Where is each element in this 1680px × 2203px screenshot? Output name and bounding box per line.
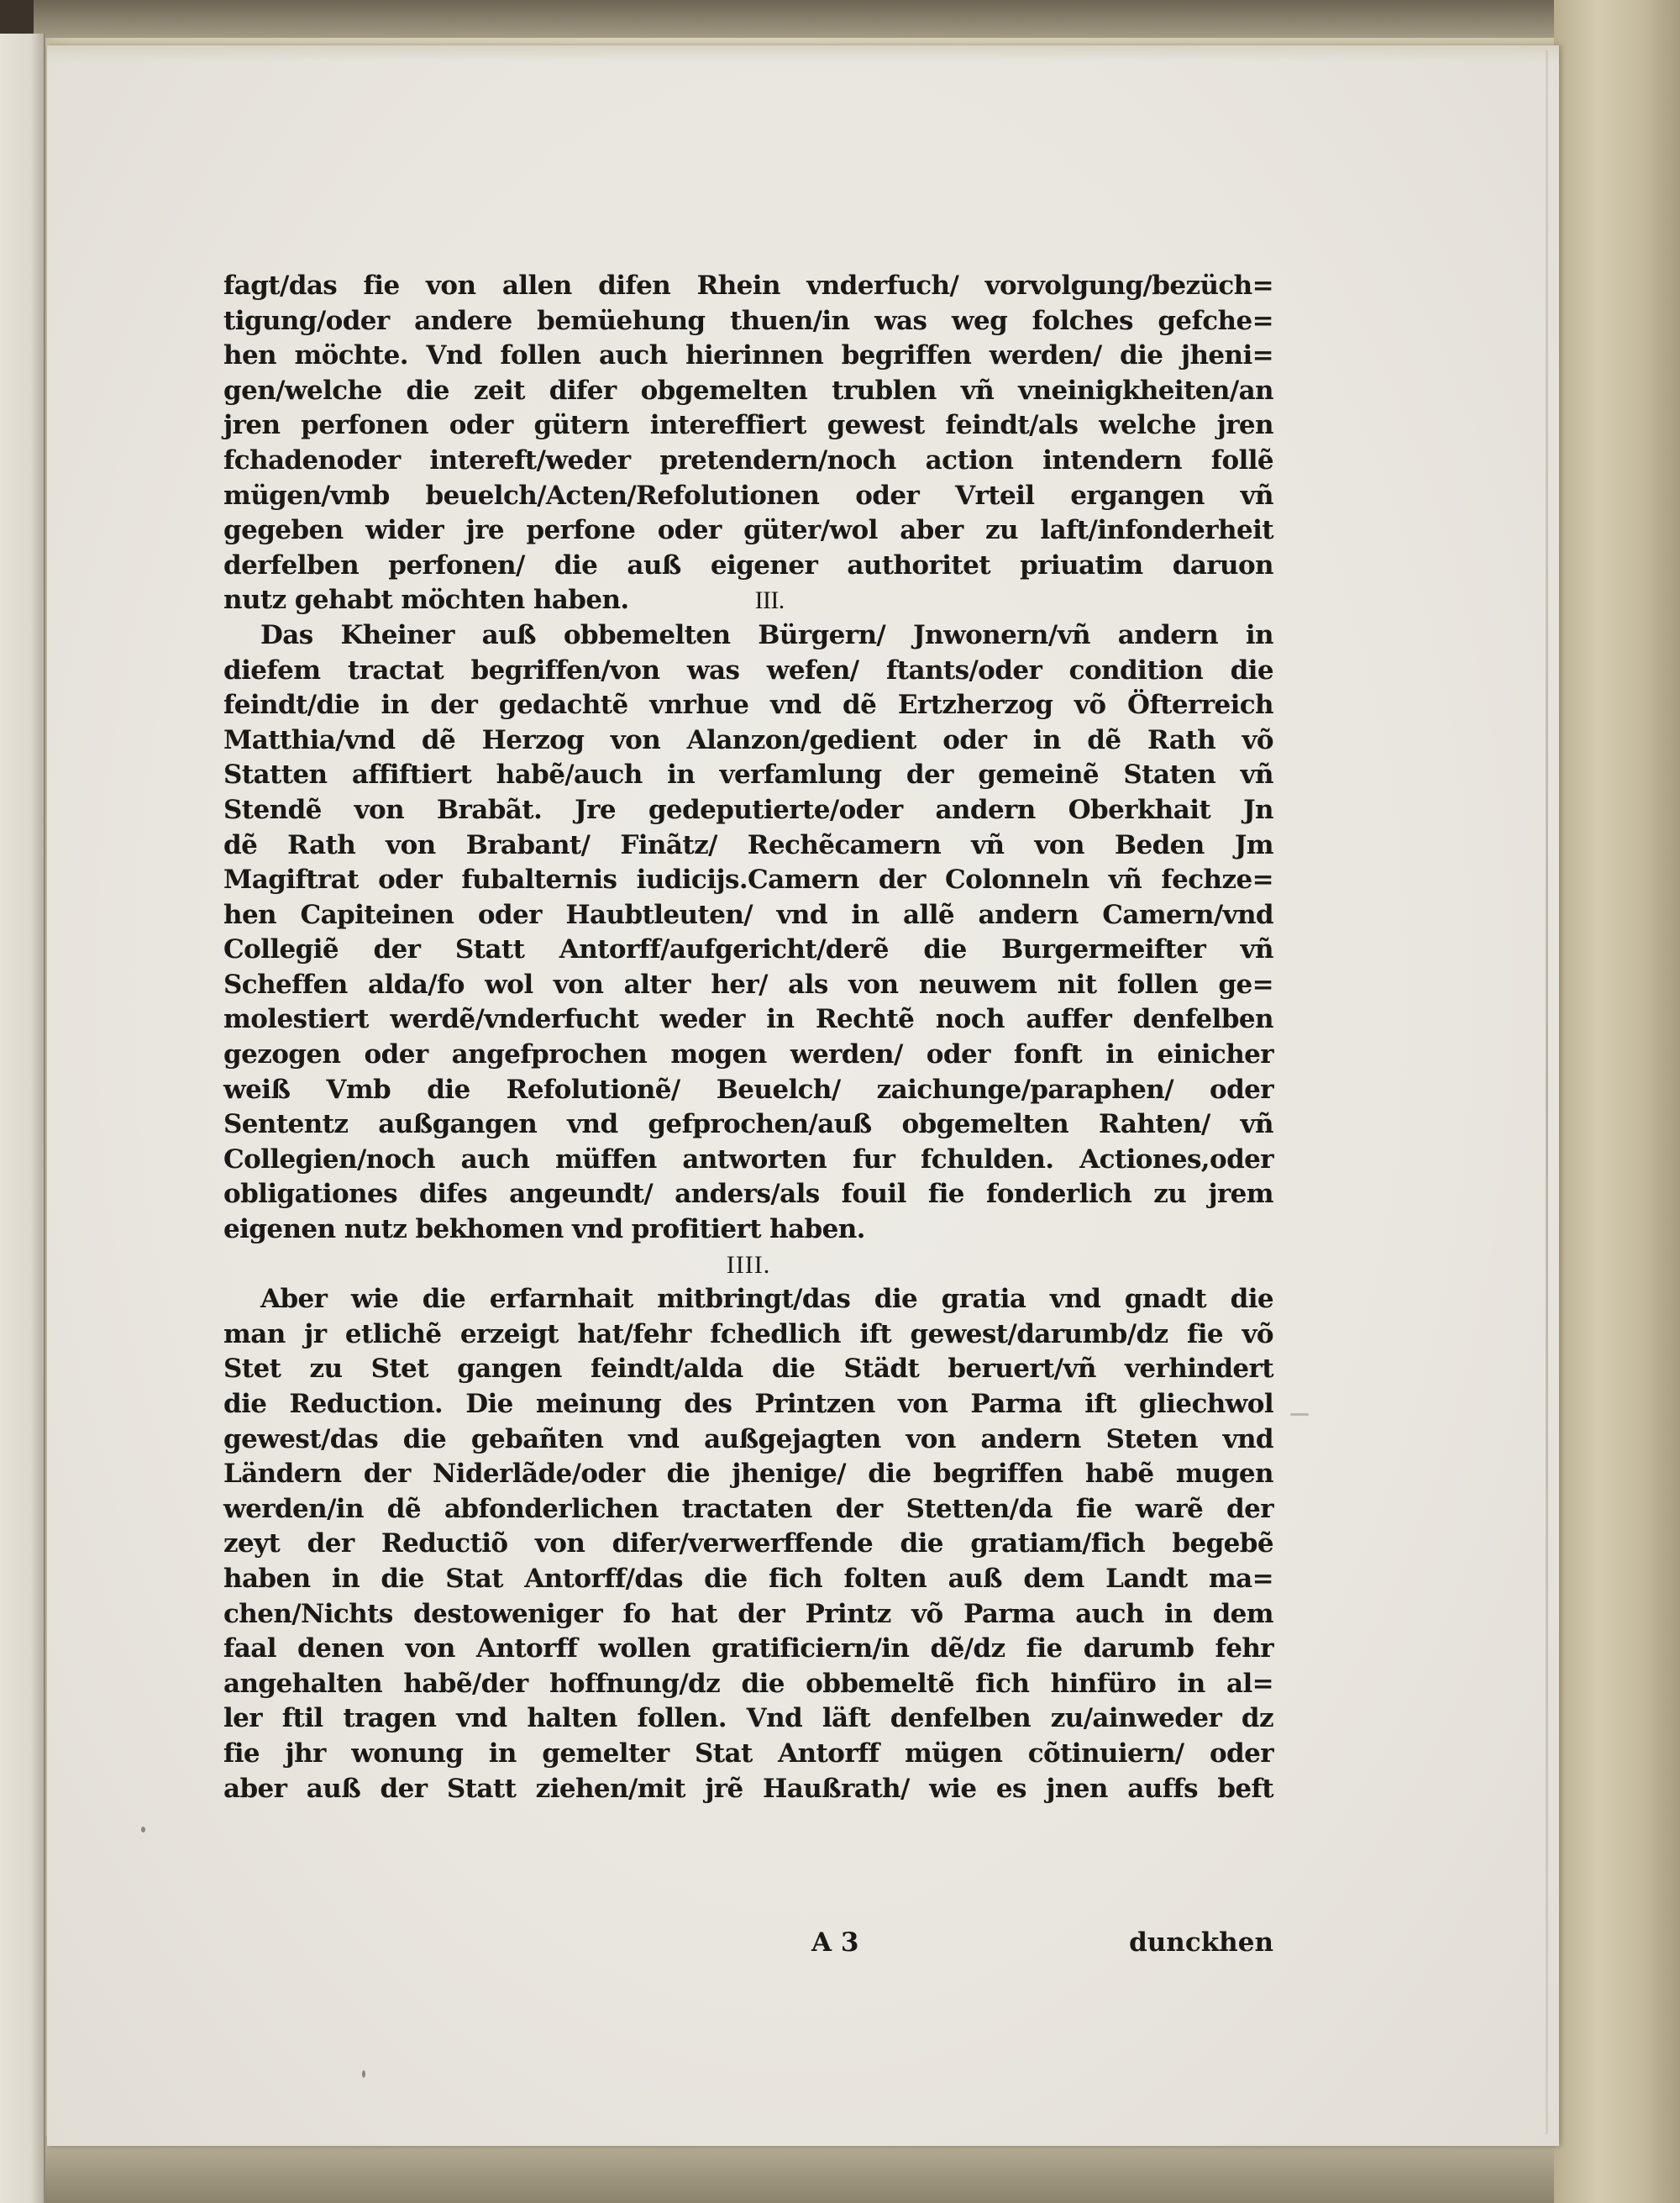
page-footer (223, 1927, 1273, 1964)
text-line: Sententz außgangen vnd gefprochen/auß obgemelten Rahten/ vñ (223, 1109, 1273, 1140)
text-line: gegeben wider jre perfone oder güter/wol aber zu laft/infonderheit (223, 515, 1273, 546)
text-line: obligationes difes angeundt/ anders/als fouil fie fonderlich zu jrem (223, 1179, 1273, 1210)
text-line: Statten affiftiert habẽ/auch in verfamlung der gemeinẽ Staten vñ (223, 760, 1273, 791)
section-numeral-iiii: IIII. (726, 1250, 771, 1279)
text-line: fie jhr wonung in gemelter Stat Antorff mügen cõtinuiern/ oder (223, 1738, 1273, 1769)
text-line: gewest/das die gebañten vnd außgejagten von andern Steten vnd (223, 1423, 1273, 1454)
text-line: man jr etlichẽ erzeigt hat/fehr fchedlich ift gewest/darumb/dz fie võ (223, 1318, 1273, 1349)
body-text (223, 269, 1273, 1806)
text-line: fagt/das fie von allen difen Rhein vnderfuch/ vorvolgung/bezüch= (223, 271, 1273, 301)
paper-crease (1290, 1413, 1309, 1416)
signature-mark: A 3 (811, 1927, 859, 1958)
text-line: jren perfonen oder gütern intereffiert gewest feindt/als welche jren (223, 410, 1273, 441)
printed-page (47, 45, 1559, 2146)
text-line: molestiert werdẽ/vnderfucht weder in Rechtẽ noch auffer denfelben (223, 1004, 1273, 1035)
text-line: dẽ Rath von Brabant/ Finãtz/ Rechẽcamern vñ von Beden Jm (223, 829, 1273, 860)
catchword: dunckhen (1129, 1927, 1273, 1958)
text-line: gen/welche die zeit difer obgemelten trublen vñ vneinigkheiten/an (223, 375, 1273, 406)
text-line-with-section-numeral (223, 583, 1273, 618)
paper-speck (141, 1827, 145, 1832)
page-fold-shadow (1546, 50, 1548, 2134)
text-line: fchadenoder intereft/weder pretendern/noch action intendern follẽ (223, 444, 1273, 476)
cover-top-edge (34, 0, 1680, 38)
page-top-shadow (47, 45, 1559, 62)
text-line: chen/Nichts destoweniger fo hat der Printz võ Parma auch in dem (223, 1598, 1273, 1629)
text-line: Aber wie die erfarnhait mitbringt/das die gratia vnd gnadt die (260, 1284, 1273, 1315)
cover-right-edge (1554, 0, 1680, 2203)
text-line: Magiftrat oder fubalternis iudicijs.Camern der Colonneln vñ fechze= (223, 865, 1273, 896)
text-line: die Reduction. Die meinung des Printzen von Parma ift gliechwol (223, 1389, 1273, 1419)
text-line: gezogen oder angefprochen mogen werden/ oder fonft in einicher (223, 1039, 1273, 1070)
text-line: haben in die Stat Antorff/das die fich folten auß dem Landt ma= (223, 1563, 1273, 1594)
text-line: zeyt der Reductiõ von difer/verwerffende die gratiam/fich begebẽ (223, 1528, 1273, 1559)
text-line: eigenen nutz bekhomen vnd profitiert haben. (223, 1214, 865, 1245)
paper-speck (362, 2070, 365, 2078)
text-line: diefem tractat begriffen/von was wefen/ ftants/oder condition die (223, 655, 1273, 686)
text-line: hen möchte. Vnd follen auch hierinnen begriffen werden/ die jheni= (223, 340, 1273, 371)
text-line: Collegien/noch auch müffen antworten fur fchulden. Actiones,oder (223, 1144, 1273, 1175)
text-line: mügen/vmb beuelch/Acten/Refolutionen oder Vrteil ergangen vñ (223, 480, 1273, 511)
text-line: Das Kheiner auß obbemelten Bürgern/ Jnwonern/vñ andern in (260, 619, 1273, 650)
text-line: angehalten habẽ/der hoffnung/dz die obbemeltẽ fich hinfüro in al= (223, 1668, 1273, 1699)
cover-bottom-edge (34, 2136, 1680, 2203)
facing-page-edge (0, 34, 45, 2203)
text-line: Matthia/vnd dẽ Herzog von Alanzon/gedient oder in dẽ Rath võ (223, 724, 1273, 755)
text-line: Stet zu Stet gangen feindt/alda die Städt beruert/vñ verhindert (223, 1354, 1273, 1385)
text-line: hen Capiteinen oder Haubtleuten/ vnd in allẽ andern Camern/vnd (223, 899, 1273, 930)
text-line: Stendẽ von Brabãt. Jre gedeputierte/oder andern Oberkhait Jn (223, 794, 1273, 825)
text-line: weiß Vmb die Refolutionẽ/ Beuelch/ zaichunge/paraphen/ oder (223, 1074, 1273, 1105)
text-line: faal denen von Antorff wollen gratificiern/in dẽ/dz fie darumb fehr (223, 1633, 1273, 1664)
text-line: feindt/die in der gedachtẽ vnrhue vnd dẽ Ertzherzog võ Öfterreich (223, 690, 1273, 721)
text-line: Scheffen alda/fo wol von alter her/ als von neuwem nit follen ge= (223, 969, 1273, 1000)
text-line: derfelben perfonen/ die auß eigener authoritet priuatim daruon (223, 549, 1273, 581)
text-line: Ländern der Niderlãde/oder die jhenige/ die begriffen habẽ mugen (223, 1459, 1273, 1490)
text-line: ler ftil tragen vnd halten follen. Vnd läft denfelben zu/ainweder dz (223, 1703, 1273, 1734)
text-line: aber auß der Statt ziehen/mit jrẽ Haußrath/ wie es jnen auffs beft (223, 1773, 1273, 1804)
section-numeral-iii: III. (754, 586, 785, 615)
text-line: werden/in dẽ abfonderlichen tractaten der Stetten/da fie warẽ der (223, 1493, 1273, 1524)
text-line: tigung/oder andere bemüehung thuen/in was weg folches gefche= (223, 305, 1273, 336)
text-line: Collegiẽ der Statt Antorff/aufgericht/derẽ die Burgermeifter vñ (223, 934, 1273, 965)
text-line-fragment: nutz gehabt möchten haben. (223, 585, 629, 616)
